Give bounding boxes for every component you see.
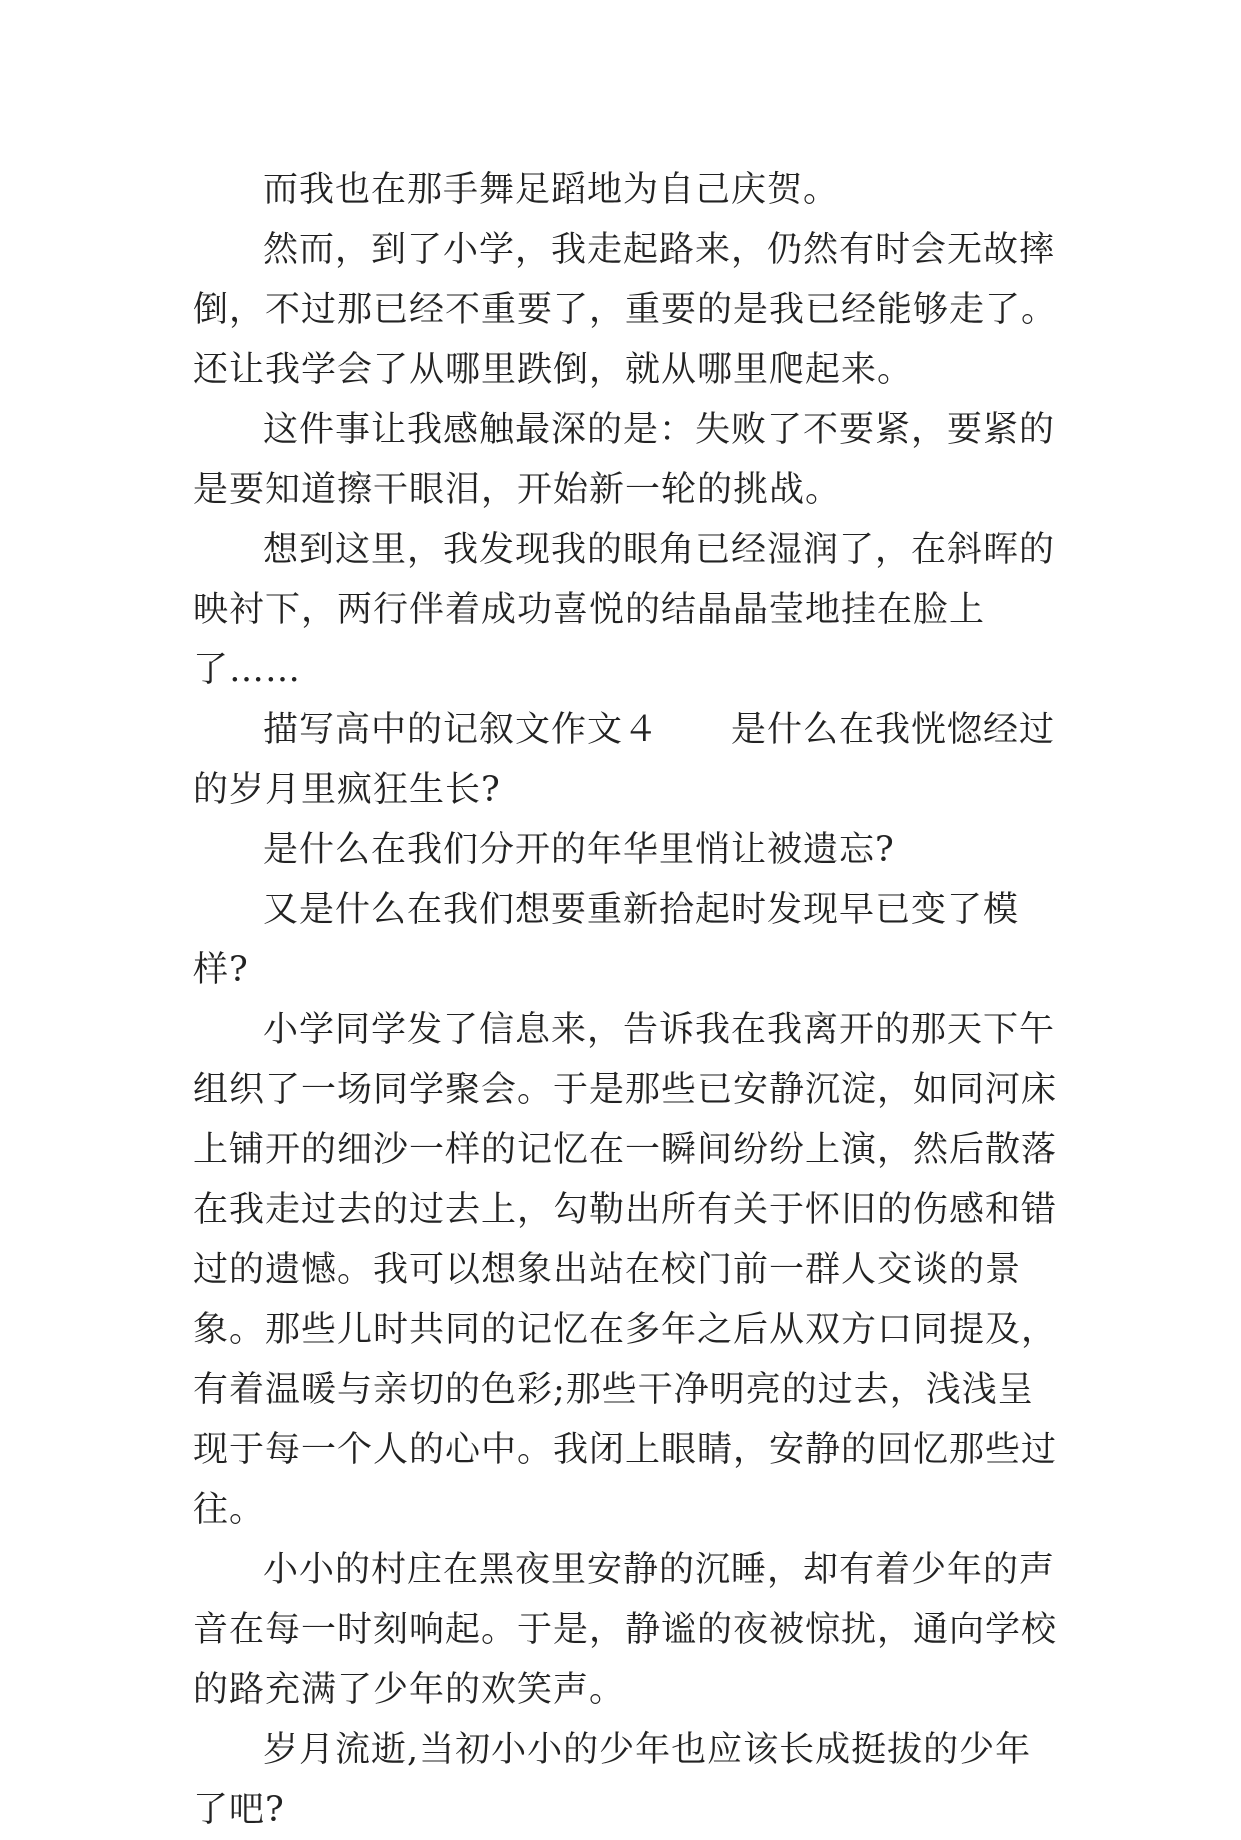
body-text (193, 160, 1065, 1840)
section-heading-paragraph: 描写高中的记叙文作文４ 是什么在我恍惚经过的岁月里疯狂生长? (193, 710, 1056, 810)
paragraph: 小学同学发了信息来，告诉我在我离开的那天下午组织了一场同学聚会。于是那些已安静沉淀，如同河床上铺开的细沙一样的记忆在一瞬间纷纷上演，然后散落在我走过去的过去上，勾勒出所有关于怀旧的伤感和错过的遗憾。我可以想象出站在校门前一群人交谈的景象。那些儿时共同的记忆在多年之后从双方口同提及，有着温暖与亲切的色彩;那些干净明亮的过去，浅浅呈现于每一个人的心中。我闭上眼睛，安静的回忆那些过往。 (193, 1010, 1058, 1530)
paragraph: 而我也在那手舞足蹈地为自己庆贺。 (263, 170, 840, 210)
paragraph: 岁月流逝,当初小小的少年也应该长成挺拔的少年了吧? (193, 1730, 1032, 1830)
paragraph: 又是什么在我们想要重新拾起时发现早已变了模样? (193, 890, 1020, 990)
paragraph: 是什么在我们分开的年华里悄让被遗忘? (263, 830, 895, 870)
paragraph: 小小的村庄在黑夜里安静的沉睡，却有着少年的声音在每一时刻响起。于是，静谧的夜被惊扰，通向学校的路充满了少年的欢笑声。 (193, 1550, 1058, 1710)
paragraph: 想到这里，我发现我的眼角已经湿润了，在斜晖的映衬下，两行伴着成功喜悦的结晶晶莹地挂在脸上了…… (193, 530, 1056, 690)
paragraph: 这件事让我感触最深的是：失败了不要紧，要紧的是要知道擦干眼泪，开始新一轮的挑战。 (193, 410, 1056, 510)
paragraph: 然而，到了小学，我走起路来，仍然有时会无故摔倒，不过那已经不重要了，重要的是我已经能够走了。还让我学会了从哪里跌倒，就从哪里爬起来。 (193, 230, 1058, 390)
